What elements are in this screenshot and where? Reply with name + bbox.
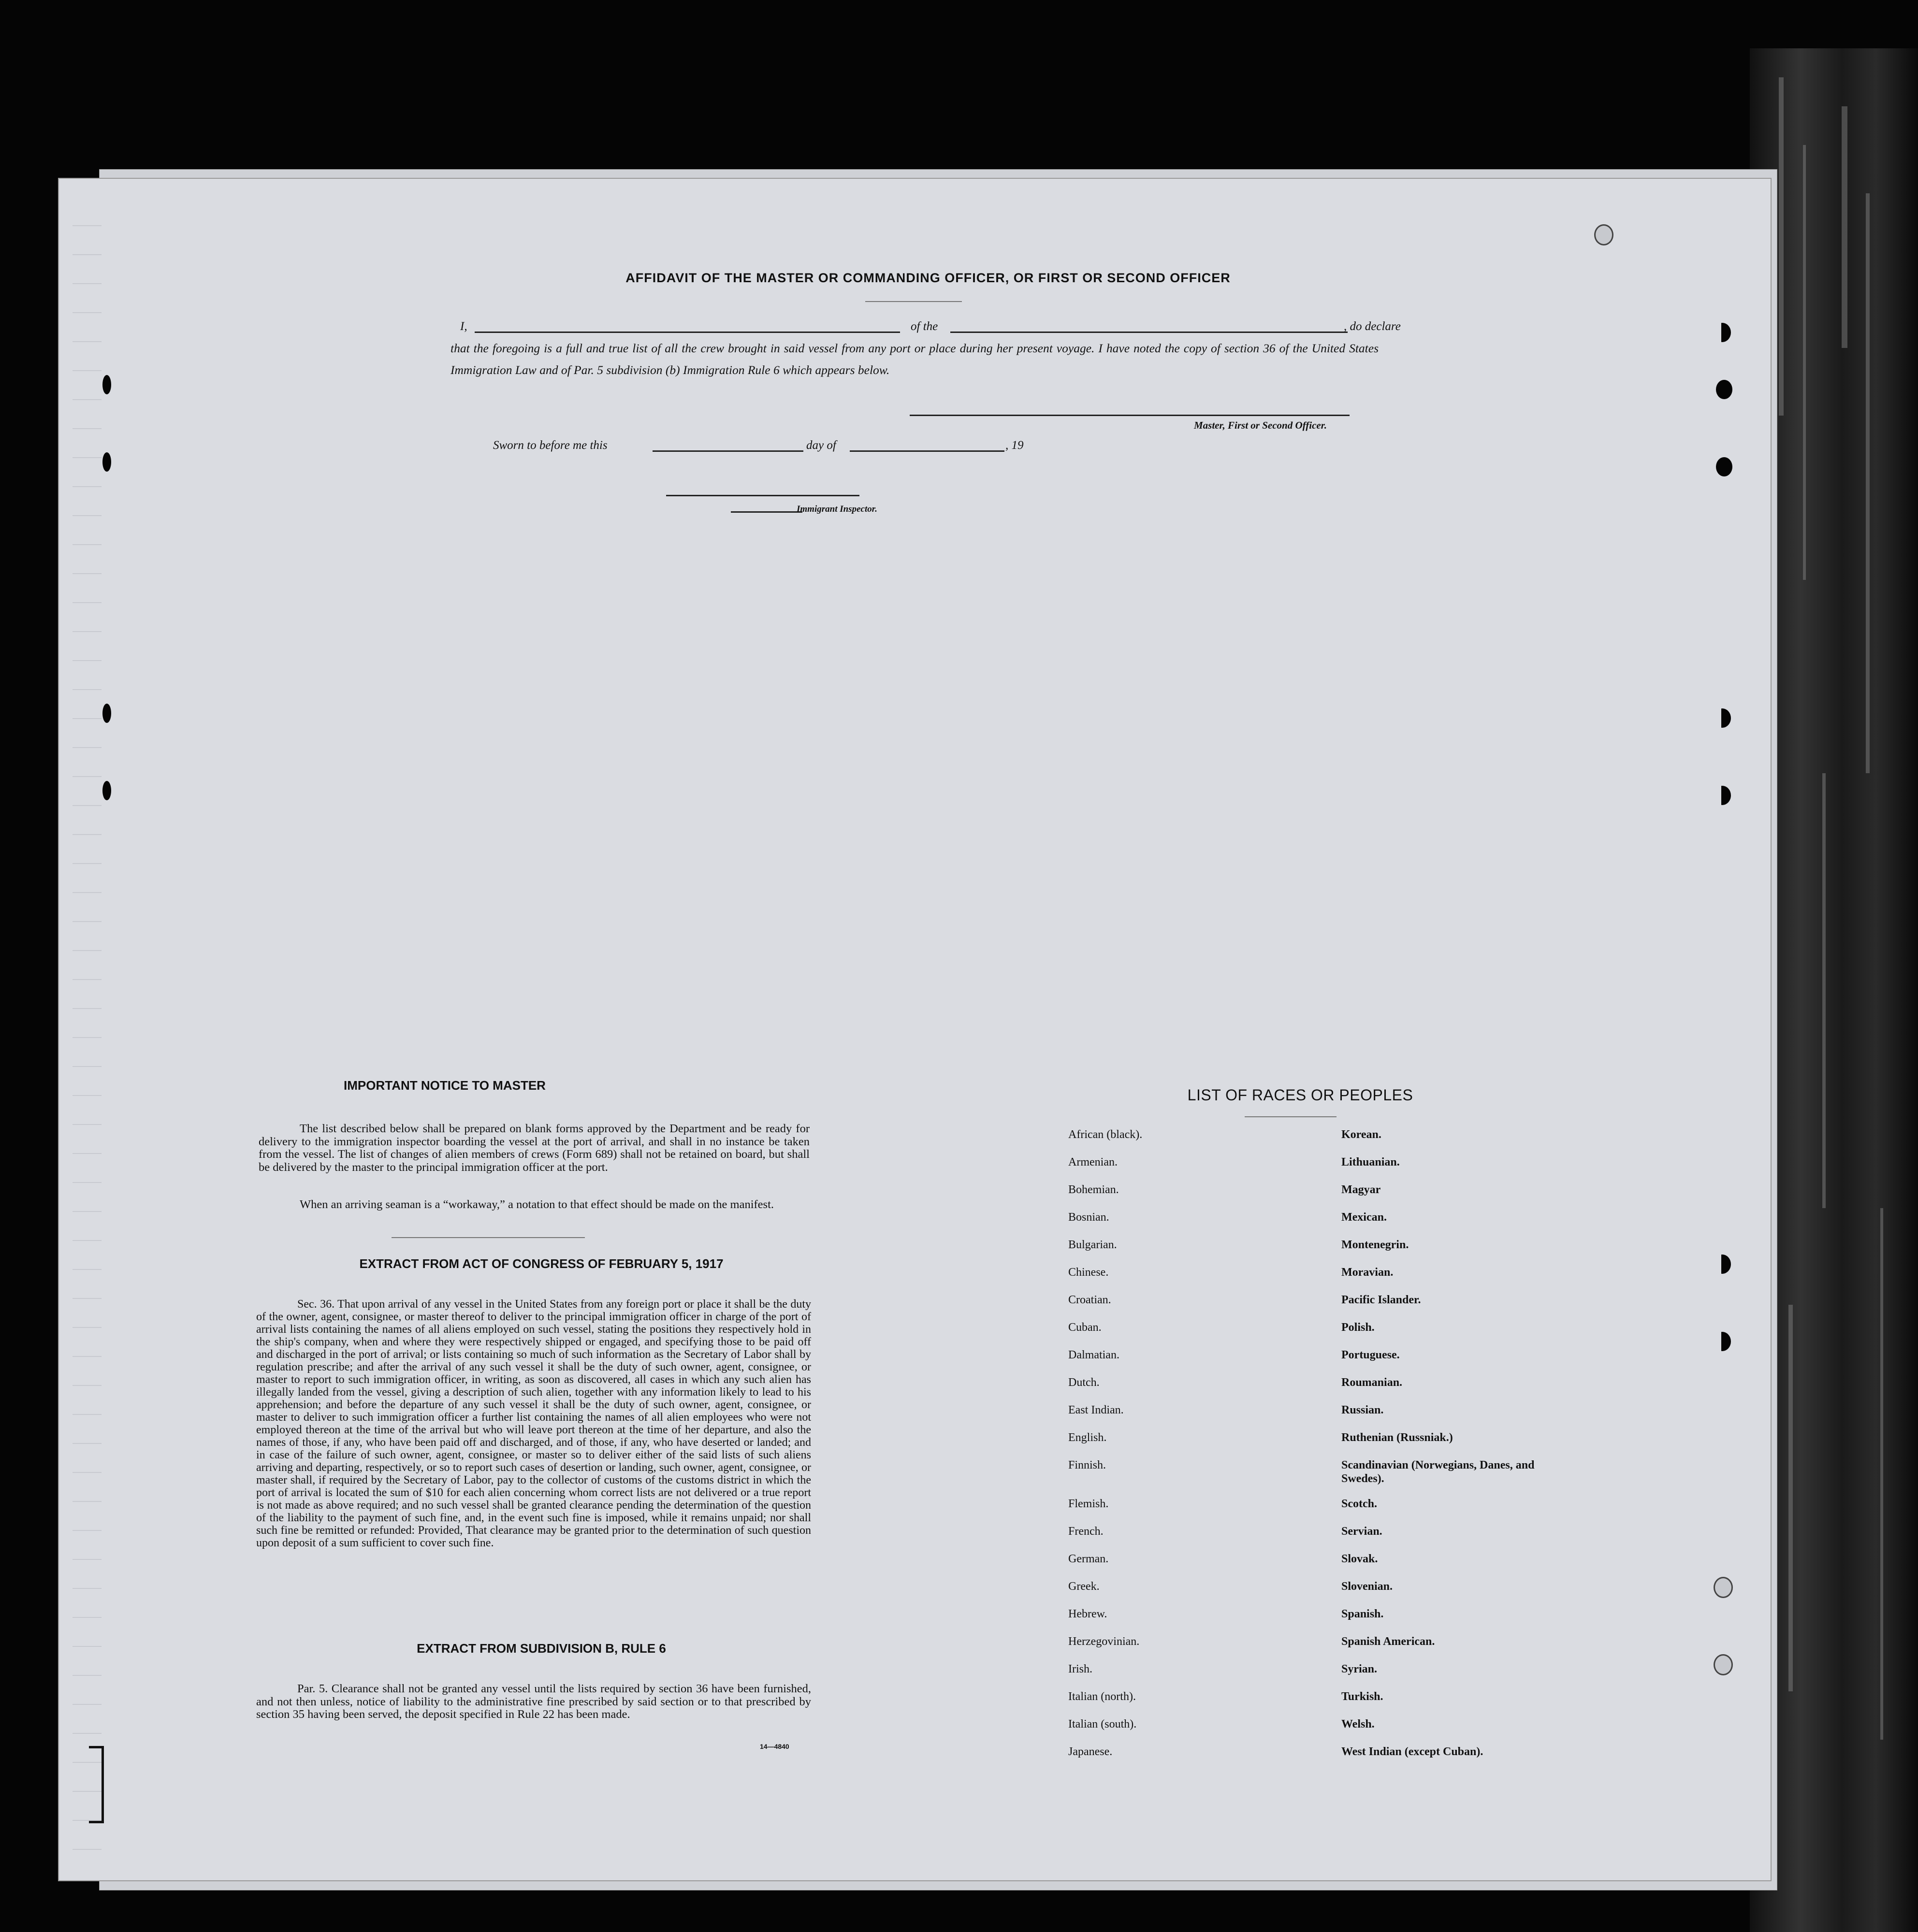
races-list-title: LIST OF RACES OR PEOPLES [1187,1086,1413,1104]
punch-hole [1714,1654,1733,1675]
race-item: Korean. [1341,1128,1381,1141]
race-item: African (black). [1068,1128,1143,1141]
race-item: Flemish. [1068,1498,1109,1510]
race-item: Bulgarian. [1068,1239,1117,1251]
race-item: Syrian. [1341,1663,1378,1675]
of-the-label: of the [911,320,938,333]
race-item: Ruthenian (Russniak.) [1341,1431,1453,1444]
race-item: Japanese. [1068,1745,1113,1758]
punch-hole [1714,708,1731,728]
year-label: , 19 [1005,439,1024,452]
races-right-column [1341,1128,1544,1773]
master-signature-caption: Master, First or Second Officer. [1194,419,1327,431]
race-item: Slovak. [1341,1553,1378,1565]
punch-hole [102,375,111,394]
race-item: Roumanian. [1341,1376,1403,1389]
inspector-caption-rule [731,511,802,513]
declare-label: , do declare [1344,320,1401,333]
race-item: Lithuanian. [1341,1156,1400,1168]
race-item: Italian (north). [1068,1690,1136,1703]
race-item: Spanish. [1341,1608,1384,1620]
rule-extract-title: EXTRACT FROM SUBDIVISION B, RULE 6 [417,1641,666,1656]
race-item: West Indian (except Cuban). [1341,1745,1483,1758]
punch-hole [1714,1332,1731,1351]
master-name-blank[interactable] [475,332,900,333]
punch-hole [1714,323,1731,342]
punch-hole [1714,1577,1733,1598]
act-extract-text: Sec. 36. That upon arrival of any vessel in the United States from any foreign port or place it shall be the duty of the owner, agent, consignee, or master thereof to deliver to the principal immigration officer in charge of the port of arrival lists containing the names of all aliens employed on such vessel, stating the positions they respectively hold in the ship's company, when and where they were respectively shipped or engaged, and specifying those to be paid off and discharged in the port of arrival; or lists containing so much of such information as the Secretary of Labor shall by regulation prescribe; and after the arrival of any such vessel it shall be the duty of such owner, agent, consignee, or master to report to such immigration officer, in writing, as soon as discovered, all cases in which any such alien has illegally landed from the vessel, giving a description of such alien, together with any information likely to lead to his apprehension; and before the departure of any such vessel it shall be the duty of such owner, agent, consignee, or master to deliver to such immigration officer a further list containing the names of all alien employees who were not employed thereon at the time of the arrival but who will leave port thereon at the time of her departure, and also the names of those, if any, who have been paid off and discharged, and of those, if any, who have deserted or landed; and in case of the failure of such owner, agent, consignee, or master so to deliver either of the said lists of such aliens arriving and departing, respectively, or so to report such cases of desertion or landing, such owner, agent, consignee, or master shall, if required by the Secretary of Labor, pay to the collector of customs of the customs district in which the port of arrival is located the sum of $10 for each alien concerning whom correct lists are not delivered or a true report is not made as above required; and no such vessel shall be granted clearance pending the determination of the question of the liability to the payment of such fine, and, in the event such fine is imposed, while it remains unpaid; nor shall such fine be remitted or refunded: Provided, That clearance may be granted prior to the determination of such question upon deposit of a sum sufficient to cover such fine. [256,1298,811,1549]
race-item: Russian. [1341,1404,1384,1416]
race-item: Bosnian. [1068,1211,1109,1224]
notice-paragraph-1: The list described below shall be prepared on blank forms approved by the Department and be ready for delivery to the immigration inspector boarding the vessel at the port of arrival, and shall in no instance be taken from the vessel. The list of changes of alien members of crews (Form 689) shall not be retained on board, but shall be delivered by the master to the principal immigration officer at the port. [259,1122,810,1174]
punch-hole [1714,1254,1731,1274]
sworn-label: Sworn to before me this [493,439,608,452]
race-item: Irish. [1068,1663,1092,1675]
binding-bracket [89,1746,104,1823]
race-item: Herzegovinian. [1068,1635,1140,1648]
manifest-page [58,178,1772,1881]
race-item: Hebrew. [1068,1608,1107,1620]
form-number: 14—4840 [760,1743,789,1750]
race-item: Croatian. [1068,1294,1111,1306]
race-item: Scotch. [1341,1498,1377,1510]
inspector-signature-line[interactable] [666,495,859,496]
race-item: Scandinavian (Norwegians, Danes, and Swedes). [1341,1459,1535,1485]
race-item: Slovenian. [1341,1580,1393,1593]
master-signature-line[interactable] [910,415,1350,416]
race-item: German. [1068,1553,1109,1565]
punch-hole [1716,457,1732,476]
notice-paragraph-2: When an arriving seaman is a “workaway,” a notation to that effect should be made on the manifest. [300,1198,774,1211]
race-item: Magyar [1341,1183,1381,1196]
race-item: Cuban. [1068,1321,1102,1334]
race-item: Servian. [1341,1525,1382,1538]
inspector-caption: Immigrant Inspector. [797,504,877,514]
race-item: Moravian. [1341,1266,1394,1279]
rule-extract-text: Par. 5. Clearance shall not be granted any vessel until the lists required by section 36 have been furnished, and not then unless, notice of liability to the administrative fine prescribed by said section or to that prescribed by section 35 having been served, the deposit specified in Rule 22 has been made. [256,1682,811,1721]
affidavit-title: AFFIDAVIT OF THE MASTER OR COMMANDING OFFICER, OR FIRST OR SECOND OFFICER [625,271,1231,285]
races-title-underline [1245,1116,1337,1117]
race-item: Bohemian. [1068,1183,1119,1196]
race-item: Welsh. [1341,1718,1375,1730]
race-item: Montenegrin. [1341,1239,1409,1251]
ruled-margin [73,197,102,1864]
race-item: Dalmatian. [1068,1349,1119,1361]
sworn-day-blank[interactable] [653,450,803,452]
race-item: Spanish American. [1341,1635,1435,1648]
race-item: Pacific Islander. [1341,1294,1421,1306]
punch-hole [102,704,111,723]
race-item: Finnish. [1068,1459,1106,1471]
race-item: English. [1068,1431,1107,1444]
race-item: French. [1068,1525,1104,1538]
races-left-column [1068,1128,1300,1773]
affidavit-statement: that the foregoing is a full and true list of all the crew brought in said vessel from any port or place during her present voyage. I have noted the copy of section 36 of the United States Immigration Law and of Par. 5 subdivision (b) Immigration Rule 6 which appears below. [450,341,1379,377]
punch-hole [1716,380,1732,399]
punch-hole [1714,786,1731,805]
section-divider [392,1237,585,1238]
race-item: Portuguese. [1341,1349,1400,1361]
race-item: Polish. [1341,1321,1375,1334]
race-item: Dutch. [1068,1376,1100,1389]
notice-title: IMPORTANT NOTICE TO MASTER [344,1078,546,1093]
sworn-month-blank[interactable] [850,450,1004,452]
race-item: Chinese. [1068,1266,1109,1279]
race-item: East Indian. [1068,1404,1124,1416]
race-item: Mexican. [1341,1211,1387,1224]
act-extract-title: EXTRACT FROM ACT OF CONGRESS OF FEBRUARY 5, 1917 [359,1256,724,1271]
day-of-label: day of [806,439,836,452]
race-item: Turkish. [1341,1690,1383,1703]
race-item: Greek. [1068,1580,1100,1593]
vessel-name-blank[interactable] [950,332,1348,333]
race-item: Armenian. [1068,1156,1118,1168]
punch-hole [102,452,111,472]
punch-hole [102,781,111,800]
affidavit-i-label: I, [460,320,467,333]
punch-hole [1594,224,1613,245]
race-item: Italian (south). [1068,1718,1137,1730]
title-underline [865,301,962,302]
